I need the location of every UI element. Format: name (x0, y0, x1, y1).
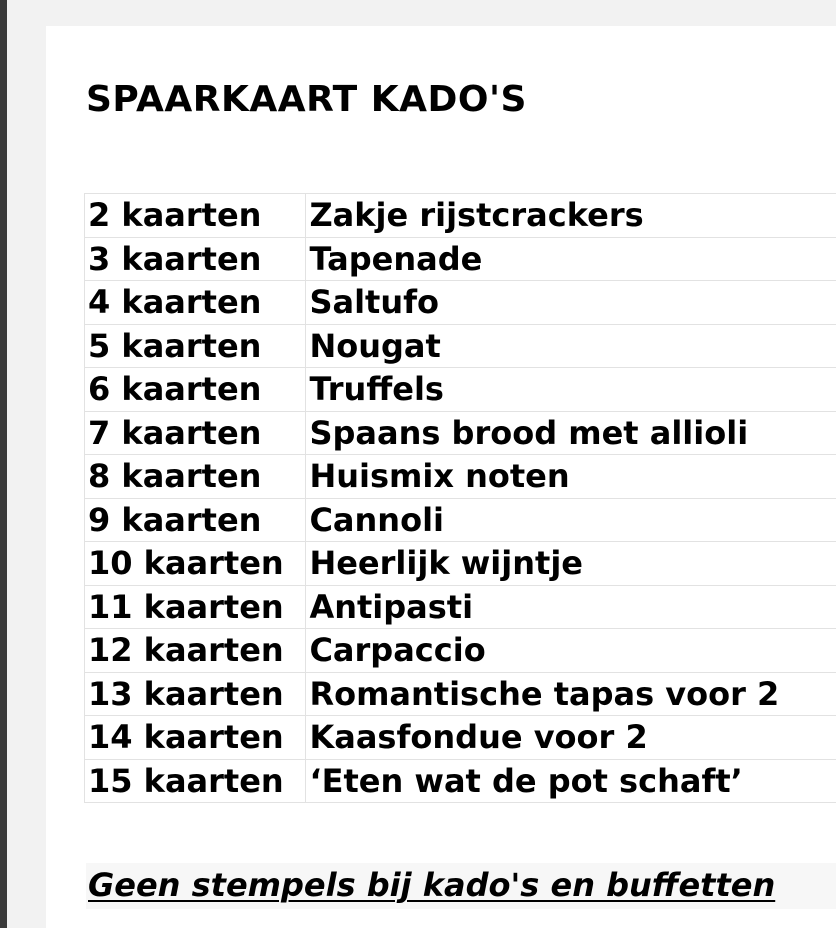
gift-cell: Cannoli (306, 498, 836, 542)
footnote-text: Geen stempels bij kado's en buffetten (88, 866, 776, 904)
window-edge (0, 0, 7, 928)
table-row (85, 324, 836, 368)
cards-count-cell: 2 kaarten (85, 194, 306, 238)
gift-cell: Romantische tapas voor 2 (306, 672, 836, 716)
table-row (85, 455, 836, 499)
cards-count-cell: 10 kaarten (85, 542, 306, 586)
gift-cell: Zakje rijstcrackers (306, 194, 836, 238)
gift-cell: Huismix noten (306, 455, 836, 499)
table-row (85, 759, 836, 803)
cards-count-cell: 13 kaarten (85, 672, 306, 716)
cards-count-cell: 15 kaarten (85, 759, 306, 803)
table-row (85, 716, 836, 760)
footnote (86, 863, 836, 909)
table-row (85, 368, 836, 412)
gift-cell: Heerlijk wijntje (306, 542, 836, 586)
cards-count-cell: 8 kaarten (85, 455, 306, 499)
rewards-table-body (85, 194, 836, 803)
table-row (85, 672, 836, 716)
gift-cell: Carpaccio (306, 629, 836, 673)
table-row (85, 629, 836, 673)
table-row (85, 281, 836, 325)
gift-cell: Nougat (306, 324, 836, 368)
gift-cell: Tapenade (306, 237, 836, 281)
cards-count-cell: 6 kaarten (85, 368, 306, 412)
cards-count-cell: 3 kaarten (85, 237, 306, 281)
gift-cell: Kaasfondue voor 2 (306, 716, 836, 760)
cards-count-cell: 7 kaarten (85, 411, 306, 455)
gift-cell: Truffels (306, 368, 836, 412)
gift-cell: Saltufo (306, 281, 836, 325)
table-row (85, 498, 836, 542)
table-row (85, 542, 836, 586)
cards-count-cell: 9 kaarten (85, 498, 306, 542)
table-row (85, 411, 836, 455)
cards-count-cell: 14 kaarten (85, 716, 306, 760)
gift-cell: ‘Eten wat de pot schaft’ (306, 759, 836, 803)
cards-count-cell: 4 kaarten (85, 281, 306, 325)
table-row (85, 194, 836, 238)
cards-count-cell: 5 kaarten (85, 324, 306, 368)
rewards-table (84, 193, 836, 803)
page-title: SPAARKAART KADO'S (86, 79, 527, 120)
cards-count-cell: 12 kaarten (85, 629, 306, 673)
gift-cell: Spaans brood met allioli (306, 411, 836, 455)
table-row (85, 237, 836, 281)
document-page (46, 26, 836, 928)
cards-count-cell: 11 kaarten (85, 585, 306, 629)
gift-cell: Antipasti (306, 585, 836, 629)
table-row (85, 585, 836, 629)
